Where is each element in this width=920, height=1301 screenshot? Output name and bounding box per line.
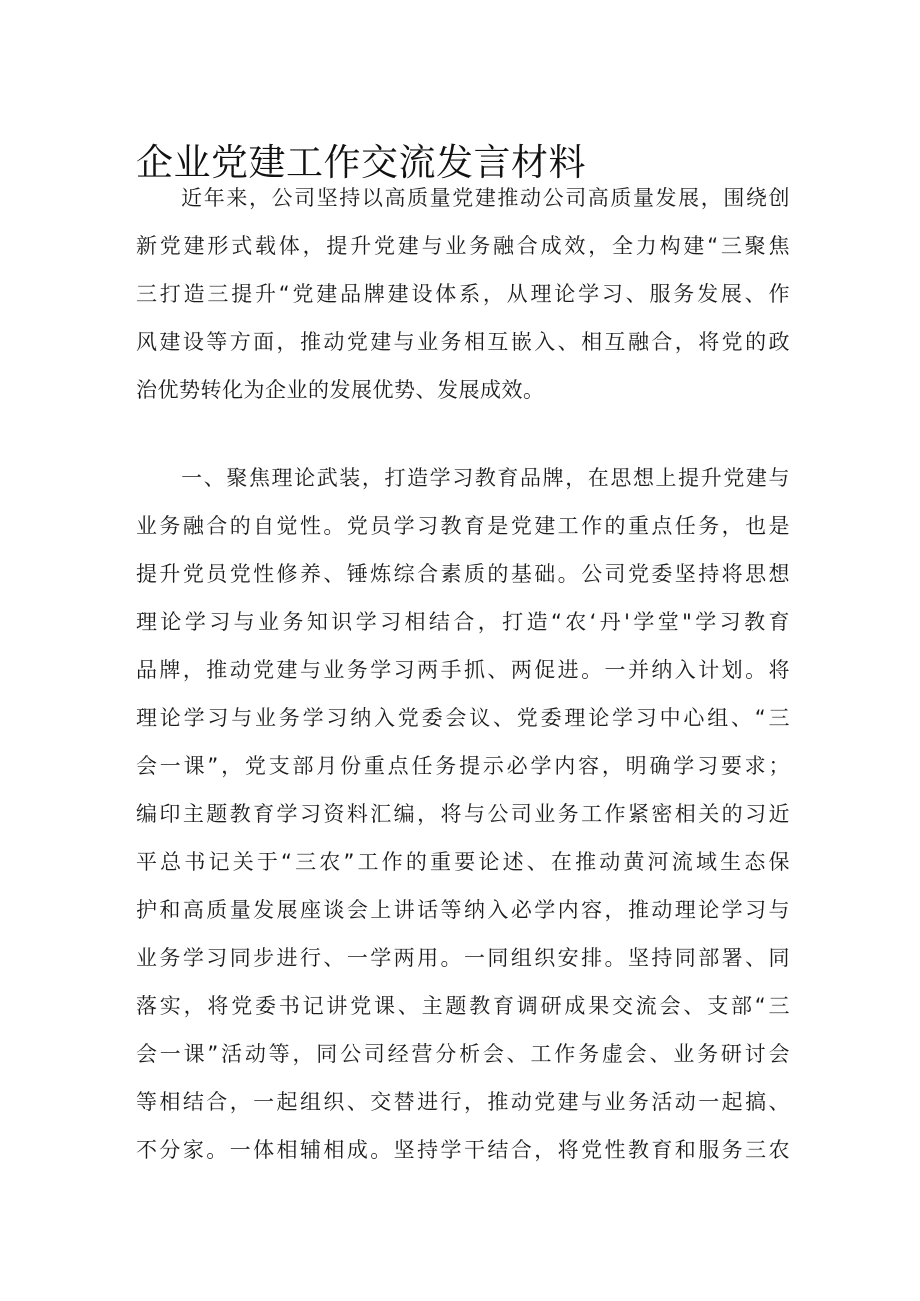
document-title: 企业党建工作交流发言材料 [136, 141, 586, 184]
text-line: 不分家。一体相辅相成。坚持学干结合，将党性教育和服务三农 [136, 1138, 790, 1162]
text-line: 近年来，公司坚持以高质量党建推动公司高质量发展，围绕创 [136, 186, 790, 210]
text-line: 风建设等方面，推动党建与业务相互嵌入、相互融合，将党的政 [136, 330, 790, 354]
text-line: 品牌，推动党建与业务学习两手抓、两促进。一并纳入计划。将 [136, 658, 790, 682]
text-line: 业务融合的自觉性。党员学习教育是党建工作的重点任务，也是 [136, 514, 790, 538]
text-line: 提升党员党性修养、锤炼综合素质的基础。公司党委坚持将思想 [136, 562, 790, 586]
text-line: 等相结合，一起组织、交替进行，推动党建与业务活动一起搞、 [136, 1090, 790, 1114]
text-line: 护和高质量发展座谈会上讲话等纳入必学内容，推动理论学习与 [136, 898, 790, 922]
paragraph-section-one [136, 454, 790, 1174]
paragraph-intro [136, 174, 790, 414]
text-line: 会一课”，党支部月份重点任务提示必学内容，明确学习要求； [136, 754, 790, 778]
text-line: 会一课”活动等，同公司经营分析会、工作务虚会、业务研讨会 [136, 1042, 790, 1066]
text-line: 平总书记关于“三农”工作的重要论述、在推动黄河流域生态保 [136, 850, 790, 874]
text-line: 三打造三提升“党建品牌建设体系，从理论学习、服务发展、作 [136, 282, 790, 306]
text-line: 编印主题教育学习资料汇编，将与公司业务工作紧密相关的习近 [136, 802, 790, 826]
text-line: 新党建形式载体，提升党建与业务融合成效，全力构建“三聚焦 [136, 234, 790, 258]
text-line: 治优势转化为企业的发展优势、发展成效。 [136, 378, 545, 402]
text-line: 一、聚焦理论武装，打造学习教育品牌，在思想上提升党建与 [136, 466, 790, 490]
text-line: 业务学习同步进行、一学两用。一同组织安排。坚持同部署、同 [136, 946, 790, 970]
text-line: 落实，将党委书记讲党课、主题教育调研成果交流会、支部“三 [136, 994, 790, 1018]
text-line: 理论学习与业务学习纳入党委会议、党委理论学习中心组、“三 [136, 706, 790, 730]
text-line: 理论学习与业务知识学习相结合，打造“农‘丹'学堂"学习教育 [136, 610, 790, 634]
